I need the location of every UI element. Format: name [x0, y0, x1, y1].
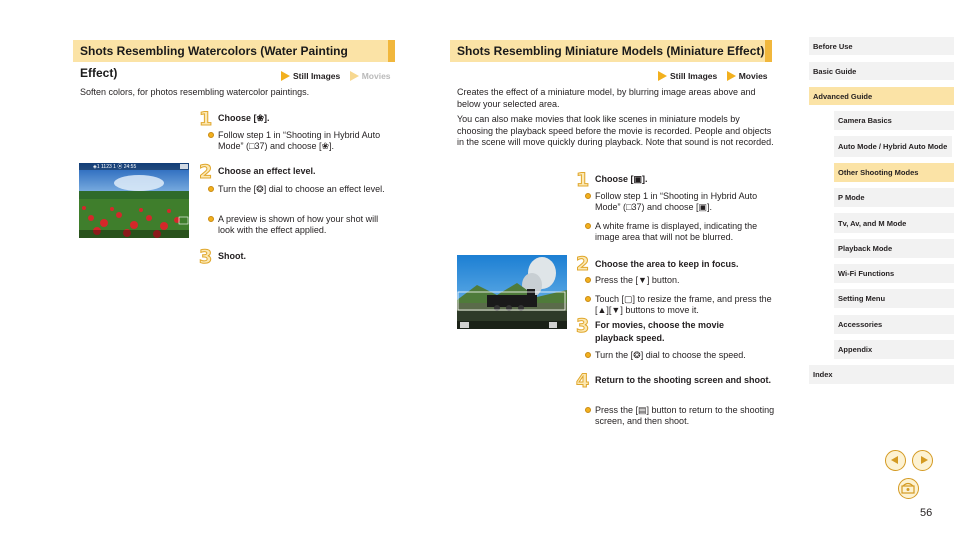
bullet-icon	[585, 223, 591, 229]
bullet-icon	[585, 407, 591, 413]
left-step-1-title: Choose [❀].	[218, 113, 270, 123]
bullet-icon	[585, 277, 591, 283]
right-step-2-bullet-1: Press the [▼] button.	[585, 275, 775, 286]
right-step-1-number: 1	[576, 169, 590, 191]
movies-icon	[350, 71, 359, 81]
tag-still-images: Still Images	[293, 71, 341, 81]
nav-tv-av-m-mode[interactable]: Tv, Av, and M Mode	[834, 213, 954, 233]
right-intro-1: Creates the effect of a miniature model, by blurring image areas above and below your selected area.	[457, 87, 756, 109]
right-step-4-bullet-1: Press the [▤] button to return to the shooting screen, and then shoot.	[585, 405, 775, 427]
right-step-2-bullet-2: Touch [▢] to resize the frame, and press the [▲][▼] buttons to move it.	[585, 294, 775, 316]
page-number: 56	[920, 507, 933, 519]
right-step-4-number: 4	[576, 370, 590, 392]
right-step-2-title: Choose the area to keep in focus.	[595, 259, 739, 269]
left-step-1-number: 1	[199, 108, 213, 130]
bullet-icon	[585, 296, 591, 302]
still-images-icon	[281, 71, 290, 81]
left-step-3-title: Shoot.	[218, 251, 246, 261]
nav-appendix[interactable]: Appendix	[834, 340, 954, 359]
movies-icon	[727, 71, 736, 81]
right-step-1-title: Choose [▣].	[595, 174, 648, 184]
nav-p-mode[interactable]: P Mode	[834, 188, 954, 207]
left-step-2-title: Choose an effect level.	[218, 166, 316, 176]
nav-accessories[interactable]: Accessories	[834, 315, 954, 334]
left-tags	[281, 71, 391, 81]
left-step-3-number: 3	[199, 246, 213, 268]
tag-movies: Movies	[361, 71, 391, 81]
next-page-button[interactable]	[912, 450, 933, 471]
still-images-icon	[658, 71, 667, 81]
left-section-title: Shots Resembling Watercolors (Water Painting Effect)	[73, 40, 395, 62]
right-step-2-number: 2	[576, 253, 590, 275]
watercolor-scene	[79, 163, 189, 238]
nav-playback-mode[interactable]: Playback Mode	[834, 239, 954, 258]
nav-auto-mode[interactable]: Auto Mode / Hybrid Auto Mode	[834, 136, 952, 157]
nav-setting-menu[interactable]: Setting Menu	[834, 289, 954, 308]
bullet-icon	[208, 132, 214, 138]
bullet-icon	[585, 352, 591, 358]
tag-still-images: Still Images	[670, 71, 718, 81]
right-section-title: Shots Resembling Miniature Models (Miniature Effect)	[450, 40, 772, 62]
nav-before-use[interactable]: Before Use	[809, 37, 954, 55]
miniature-preview-image	[457, 255, 567, 329]
nav-index[interactable]: Index	[809, 365, 954, 384]
nav-other-shooting-modes[interactable]: Other Shooting Modes	[834, 163, 954, 182]
right-step-4-title: Return to the shooting screen and shoot.	[595, 375, 772, 385]
right-step-1-bullet-1: Follow step 1 in “Shooting in Hybrid Auto Mode” (□37) and choose [▣].	[585, 191, 775, 213]
right-step-3-number: 3	[576, 315, 590, 337]
left-step-2-number: 2	[199, 161, 213, 183]
arrow-right-icon	[921, 456, 928, 464]
bullet-icon	[208, 186, 214, 192]
left-intro: Soften colors, for photos resembling watercolor paintings.	[80, 87, 310, 97]
arrow-left-icon	[891, 456, 898, 464]
preview-osd-text: ◈1 1123 1 ⦿ 24:55	[93, 164, 137, 170]
left-step-2-bullet-2: A preview is shown of how your shot will look with the effect applied.	[208, 214, 393, 236]
bullet-icon	[585, 193, 591, 199]
left-step-1-bullet-1: Follow step 1 in “Shooting in Hybrid Auto Mode” (□37) and choose [❀].	[208, 130, 398, 152]
watercolor-preview-image	[79, 163, 189, 238]
right-intro-2: You can also make movies that look like scenes in miniature models by choosing the playback speed before the movie is recorded. People and objects in the scene will move quickly during playback. Note that sound is not recorded.	[457, 114, 774, 147]
right-step-1-bullet-2: A white frame is displayed, indicating the image area that will not be blurred.	[585, 221, 775, 243]
tag-movies: Movies	[738, 71, 768, 81]
nav-camera-basics[interactable]: Camera Basics	[834, 111, 954, 130]
bullet-icon	[208, 216, 214, 222]
nav-advanced-guide[interactable]: Advanced Guide	[809, 87, 954, 105]
left-step-2-bullet-1: Turn the [❂] dial to choose an effect level.	[208, 184, 393, 195]
right-tags	[658, 71, 768, 81]
home-icon	[899, 479, 917, 497]
nav-wifi-functions[interactable]: Wi-Fi Functions	[834, 264, 954, 283]
right-step-3-bullet-1: Turn the [❂] dial to choose the speed.	[585, 350, 775, 361]
nav-basic-guide[interactable]: Basic Guide	[809, 62, 954, 80]
miniature-scene	[457, 255, 567, 329]
previous-page-button[interactable]	[885, 450, 906, 471]
home-button[interactable]	[898, 478, 919, 499]
right-step-3-title: For movies, choose the movie playback speed.	[595, 320, 725, 343]
